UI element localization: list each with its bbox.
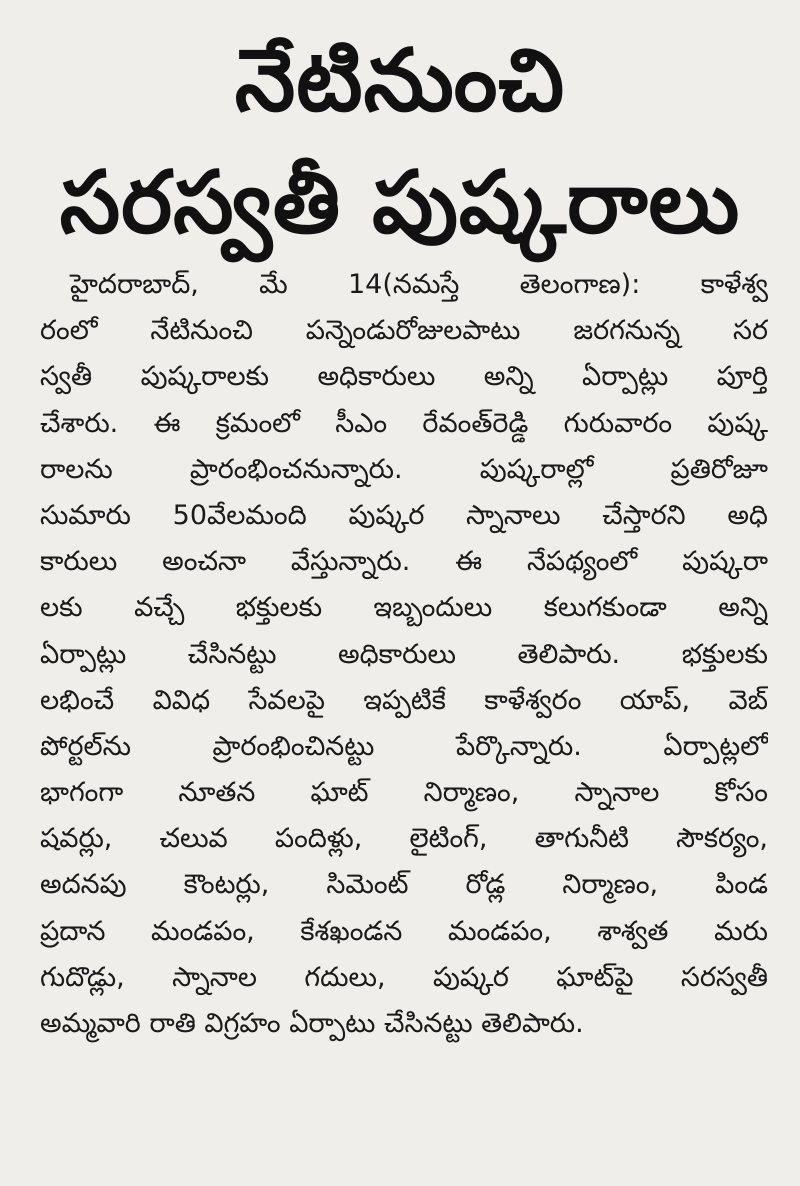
body-line-6: సుమారు 50వేలమంది పుష్కర స్నానాలు చేస్తారని అధి	[40, 499, 768, 531]
body-line-10: లభించే వివిధ సేవలపై ఇప్పటికే కాళేశ్వరం యాప్, వెబ్	[40, 684, 768, 716]
body-line-2: రంలో నేటినుంచి పన్నెండురోజులపాటు జరగనున్న సర	[40, 315, 768, 347]
body-line-4: చేశారు. ఈ క్రమంలో సీఎం రేవంత్‌రెడ్డి గురువారం పుష్క	[40, 407, 768, 439]
body-line-15: ప్రదాన మండపం, కేశఖండన మండపం, శాశ్వత మరు	[40, 915, 768, 947]
body-line-14: అదనపు కౌంటర్లు, సిమెంట్ రోడ్ల నిర్మాణం, పిండ	[40, 869, 768, 901]
body-line-16: గుదొడ్లు, స్నానాల గదులు, పుష్కర ఘాట్‌పై సరస్వతీ	[40, 961, 768, 993]
headline-line-1: నేటినుంచి	[234, 31, 566, 131]
body-line-9: ఏర్పాట్లు చేసినట్టు అధికారులు తెలిపారు. భక్తులకు	[40, 638, 768, 670]
body-line-17: అమ్మవారి రాతి విగ్రహం ఏర్పాటు చేసినట్టు తెలిపారు.	[40, 1008, 584, 1039]
body-line-7: కారులు అంచనా వేస్తున్నారు. ఈ నేపథ్యంలో పుష్కరా	[40, 546, 768, 578]
body-line-11: పోర్టల్‌ను ప్రారంభించినట్టు పేర్కొన్నారు. ఏర్పాట్లలో	[40, 730, 768, 762]
article-body	[40, 262, 768, 1047]
body-line-13: షవర్లు, చలువ పందిళ్లు, లైటింగ్, తాగునీటి సౌకర్యం,	[40, 823, 768, 855]
body-line-3: స్వతీ పుష్కరాలకు అధికారులు అన్ని ఏర్పాట్లు పూర్తి	[40, 361, 768, 393]
headline-line-2: సరస్వతీ పుష్కరాలు	[59, 153, 741, 253]
body-line-12: భాగంగా నూతన ఘాట్ నిర్మాణం, స్నానాల కోసం	[40, 777, 768, 809]
article-headline	[0, 20, 800, 264]
body-line-8: లకు వచ్చే భక్తులకు ఇబ్బందులు కలుగకుండా అన్ని	[40, 592, 768, 624]
body-line-5: రాలను ప్రారంభించనున్నారు. పుష్కరాల్లో ప్రతిరోజూ	[40, 453, 768, 485]
body-line-1: హైదరాబాద్, మే 14(నమస్తే తెలంగాణ): కాళేశ్వ	[70, 269, 768, 300]
